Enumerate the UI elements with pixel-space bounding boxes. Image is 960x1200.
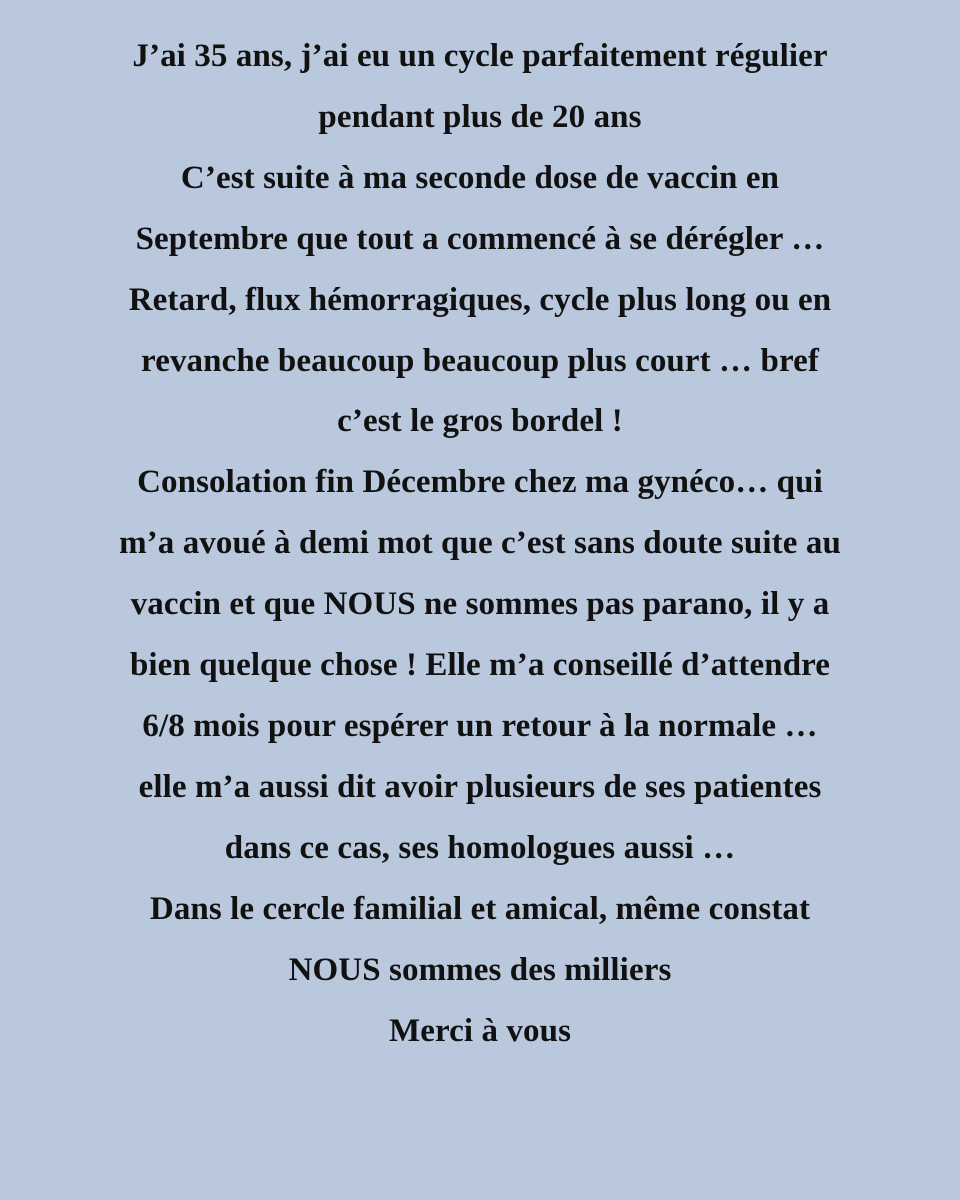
text-line: Retard, flux hémorragiques, cycle plus long ou en xyxy=(128,281,832,318)
testimony-text xyxy=(0,26,960,1061)
text-line: J’ai 35 ans, j’ai eu un cycle parfaitement régulier xyxy=(132,38,828,74)
text-line: c’est le gros bordel ! xyxy=(337,403,623,440)
text-line: pendant plus de 20 ans xyxy=(318,98,642,135)
text-line: dans ce cas, ses homologues aussi … xyxy=(224,829,736,866)
text-line: bien quelque chose ! Elle m’a conseillé d’attendre xyxy=(129,647,831,684)
text-line: Consolation fin Décembre chez ma gynéco… qui xyxy=(137,464,823,501)
text-line: m’a avoué à demi mot que c’est sans doute suite au xyxy=(119,525,841,562)
text-line: 6/8 mois pour espérer un retour à la normale … xyxy=(142,707,818,744)
text-line: C’est suite à ma seconde dose de vaccin en xyxy=(180,159,780,196)
text-line: Septembre que tout a commencé à se dérégler … xyxy=(135,220,825,257)
text-line: revanche beaucoup beaucoup plus court … bref xyxy=(141,342,819,379)
text-line: Merci à vous xyxy=(388,1012,572,1049)
text-line: NOUS sommes des milliers xyxy=(288,951,672,988)
text-line: Dans le cercle familial et amical, même constat xyxy=(149,890,811,927)
text-line: vaccin et que NOUS ne sommes pas parano, il y a xyxy=(130,586,830,623)
text-line: elle m’a aussi dit avoir plusieurs de ses patientes xyxy=(138,768,822,805)
